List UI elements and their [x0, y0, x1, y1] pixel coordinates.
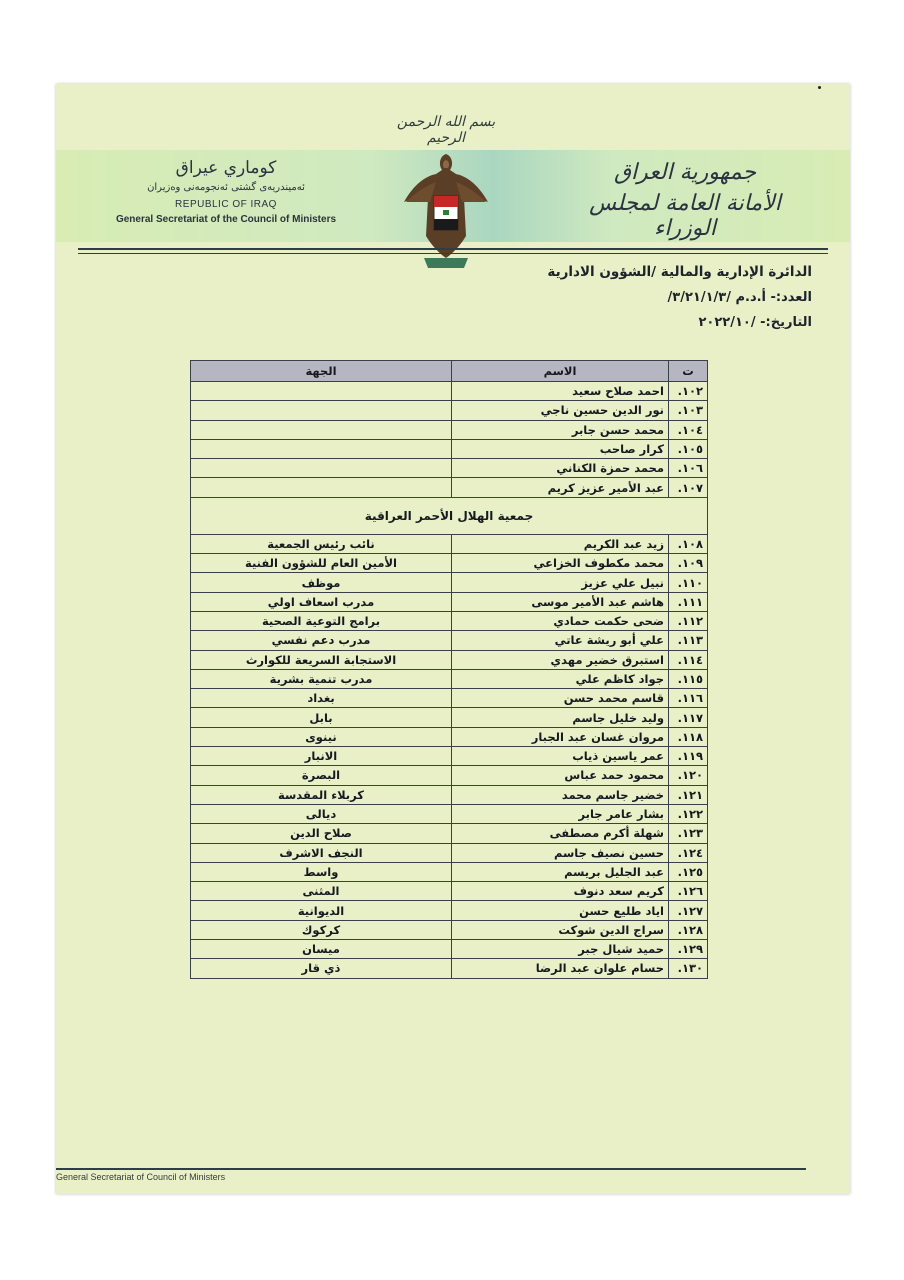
table-row [191, 554, 708, 573]
table-header-row [191, 361, 708, 382]
row-name: اياد طليع حسن [452, 901, 669, 920]
row-name: عمر ياسين ذياب [452, 747, 669, 766]
row-number: ١٢٢. [669, 804, 708, 823]
table-row [191, 420, 708, 439]
row-name: قاسم محمد حسن [452, 689, 669, 708]
names-table [190, 360, 708, 979]
table-row [191, 920, 708, 939]
row-number: ١٢٩. [669, 940, 708, 959]
kurdish-title: كوماري عيراق [175, 158, 277, 178]
table-row [191, 804, 708, 823]
row-number: ١٢٠. [669, 766, 708, 785]
row-number: ١٣٠. [669, 959, 708, 978]
document-meta [547, 260, 812, 335]
row-dept: الانبار [191, 747, 452, 766]
republic-arabic: جمهورية العراق [613, 160, 757, 185]
row-name: وليد خليل جاسم [452, 708, 669, 727]
row-dept: مدرب تنمية بشرية [191, 669, 452, 688]
row-name: هاشم عبد الأمير موسى [452, 592, 669, 611]
row-dept: برامج التوعية الصحية [191, 611, 452, 630]
table-row [191, 592, 708, 611]
row-dept: مدرب دعم نفسي [191, 631, 452, 650]
row-dept [191, 439, 452, 458]
row-number: ١٠٦. [669, 459, 708, 478]
header-seq: ت [669, 361, 708, 382]
row-dept: النجف الاشرف [191, 843, 452, 862]
row-number: ١٢٥. [669, 862, 708, 881]
row-number: ١٢٧. [669, 901, 708, 920]
table-row [191, 959, 708, 978]
header-divider [78, 248, 828, 250]
table-row [191, 882, 708, 901]
row-dept: بغداد [191, 689, 452, 708]
row-dept: بابل [191, 708, 452, 727]
row-name: حسام علوان عبد الرضا [452, 959, 669, 978]
table-row [191, 727, 708, 746]
row-name: محمد حسن جابر [452, 420, 669, 439]
row-name: عبد الأمير عزيز كريم [452, 478, 669, 497]
row-number: ١٠٧. [669, 478, 708, 497]
kurdish-subtitle: ئەمیندریەی گشتی ئەنجومەنی وەزیران [147, 182, 305, 193]
row-dept: كربلاء المقدسة [191, 785, 452, 804]
row-dept [191, 478, 452, 497]
table-row [191, 459, 708, 478]
eagle-emblem-icon [396, 146, 496, 276]
header-dept: الجهة [191, 361, 452, 382]
row-dept: نينوى [191, 727, 452, 746]
letterhead-left [86, 158, 366, 225]
row-number: ١٢١. [669, 785, 708, 804]
row-number: ١٠٥. [669, 439, 708, 458]
row-name: سراج الدين شوكت [452, 920, 669, 939]
row-name: عبد الجليل بريسم [452, 862, 669, 881]
row-dept [191, 459, 452, 478]
row-name: زيد عبد الكريم [452, 534, 669, 553]
table-row [191, 843, 708, 862]
row-dept: كركوك [191, 920, 452, 939]
row-number: ١٢٣. [669, 824, 708, 843]
table-row [191, 573, 708, 592]
section-row [191, 497, 708, 534]
row-number: ١١٧. [669, 708, 708, 727]
row-number: ١١٤. [669, 650, 708, 669]
row-dept: الاستجابة السريعة للكوارث [191, 650, 452, 669]
row-number: ١٠٨. [669, 534, 708, 553]
row-dept: الأمين العام للشؤون الفنية [191, 554, 452, 573]
table-row [191, 439, 708, 458]
row-dept: ذي قار [191, 959, 452, 978]
row-name: خضير جاسم محمد [452, 785, 669, 804]
row-dept: نائب رئيس الجمعية [191, 534, 452, 553]
row-number: ١٠٢. [669, 382, 708, 401]
document-date: التاريخ:- /٢٠٢٢/١٠ [698, 315, 812, 330]
header-divider-thin [78, 253, 828, 254]
row-number: ١١٠. [669, 573, 708, 592]
row-dept: موظف [191, 573, 452, 592]
row-name: شهلة أكرم مصطفى [452, 824, 669, 843]
table-row [191, 669, 708, 688]
row-number: ١١٢. [669, 611, 708, 630]
table-row [191, 534, 708, 553]
table-row [191, 611, 708, 630]
row-number: ١٠٩. [669, 554, 708, 573]
row-number: ١١٨. [669, 727, 708, 746]
row-name: كريم سعد دنوف [452, 882, 669, 901]
basmala-text: بسم الله الرحمن الرحيم [396, 114, 496, 146]
row-number: ١٠٣. [669, 401, 708, 420]
row-dept [191, 382, 452, 401]
row-dept [191, 420, 452, 439]
row-number: ١١٩. [669, 747, 708, 766]
table-row [191, 766, 708, 785]
table-row [191, 401, 708, 420]
table-row [191, 747, 708, 766]
row-dept: الديوانية [191, 901, 452, 920]
table-row [191, 478, 708, 497]
section-title: جمعية الهلال الأحمر العراقية [191, 497, 708, 534]
row-dept [191, 401, 452, 420]
table-row [191, 785, 708, 804]
table-row [191, 824, 708, 843]
row-dept: المثنى [191, 882, 452, 901]
row-dept: ديالى [191, 804, 452, 823]
row-name: محمد مكطوف الخزاعي [452, 554, 669, 573]
row-number: ١١٥. [669, 669, 708, 688]
row-dept: واسط [191, 862, 452, 881]
row-number: ١٢٦. [669, 882, 708, 901]
table-row [191, 901, 708, 920]
department-line: الدائرة الإدارية والمالية /الشؤون الادارية [547, 264, 812, 280]
table-row [191, 862, 708, 881]
row-number: ١٢٨. [669, 920, 708, 939]
footer-divider [56, 1168, 806, 1170]
secretariat-english: General Secretariat of the Council of Ministers [115, 214, 337, 225]
table-row [191, 940, 708, 959]
republic-english: REPUBLIC OF IRAQ [175, 199, 277, 210]
row-number: ١١٣. [669, 631, 708, 650]
row-dept: مدرب اسعاف اولي [191, 592, 452, 611]
reference-number: العدد:- أ.د.م /٣/٢١/١/٣/ [667, 290, 812, 305]
document-page [56, 84, 850, 1194]
row-name: حسين نصيف جاسم [452, 843, 669, 862]
table-body-bottom [191, 534, 708, 978]
row-dept: ميسان [191, 940, 452, 959]
table-row [191, 382, 708, 401]
row-name: مروان غسان عبد الجبار [452, 727, 669, 746]
row-dept: البصرة [191, 766, 452, 785]
row-name: ضحى حكمت حمادي [452, 611, 669, 630]
row-name: محمود حمد عباس [452, 766, 669, 785]
table-body-top [191, 382, 708, 498]
row-name: محمد حمزة الكناني [452, 459, 669, 478]
row-dept: صلاح الدين [191, 824, 452, 843]
footer-text: General Secretariat of Council of Ministers [56, 1172, 226, 1182]
secretariat-arabic: الأمانة العامة لمجلس الوزراء [589, 191, 781, 241]
row-name: نبيل علي عزيز [452, 573, 669, 592]
row-name: نور الدين حسين ناجي [452, 401, 669, 420]
row-number: ١٢٤. [669, 843, 708, 862]
row-number: ١١٦. [669, 689, 708, 708]
speck-mark [818, 86, 821, 89]
table-row [191, 689, 708, 708]
table-row [191, 708, 708, 727]
row-name: استبرق خضير مهدي [452, 650, 669, 669]
table-row [191, 631, 708, 650]
row-number: ١٠٤. [669, 420, 708, 439]
row-number: ١١١. [669, 592, 708, 611]
row-name: جواد كاظم علي [452, 669, 669, 688]
row-name: علي أبو ريشة عاتي [452, 631, 669, 650]
row-name: حميد شيال جبر [452, 940, 669, 959]
letterhead-right [560, 160, 810, 241]
header-name: الاسم [452, 361, 669, 382]
table-row [191, 650, 708, 669]
row-name: بشار عامر جابر [452, 804, 669, 823]
row-name: كرار صاحب [452, 439, 669, 458]
row-name: احمد صلاح سعيد [452, 382, 669, 401]
